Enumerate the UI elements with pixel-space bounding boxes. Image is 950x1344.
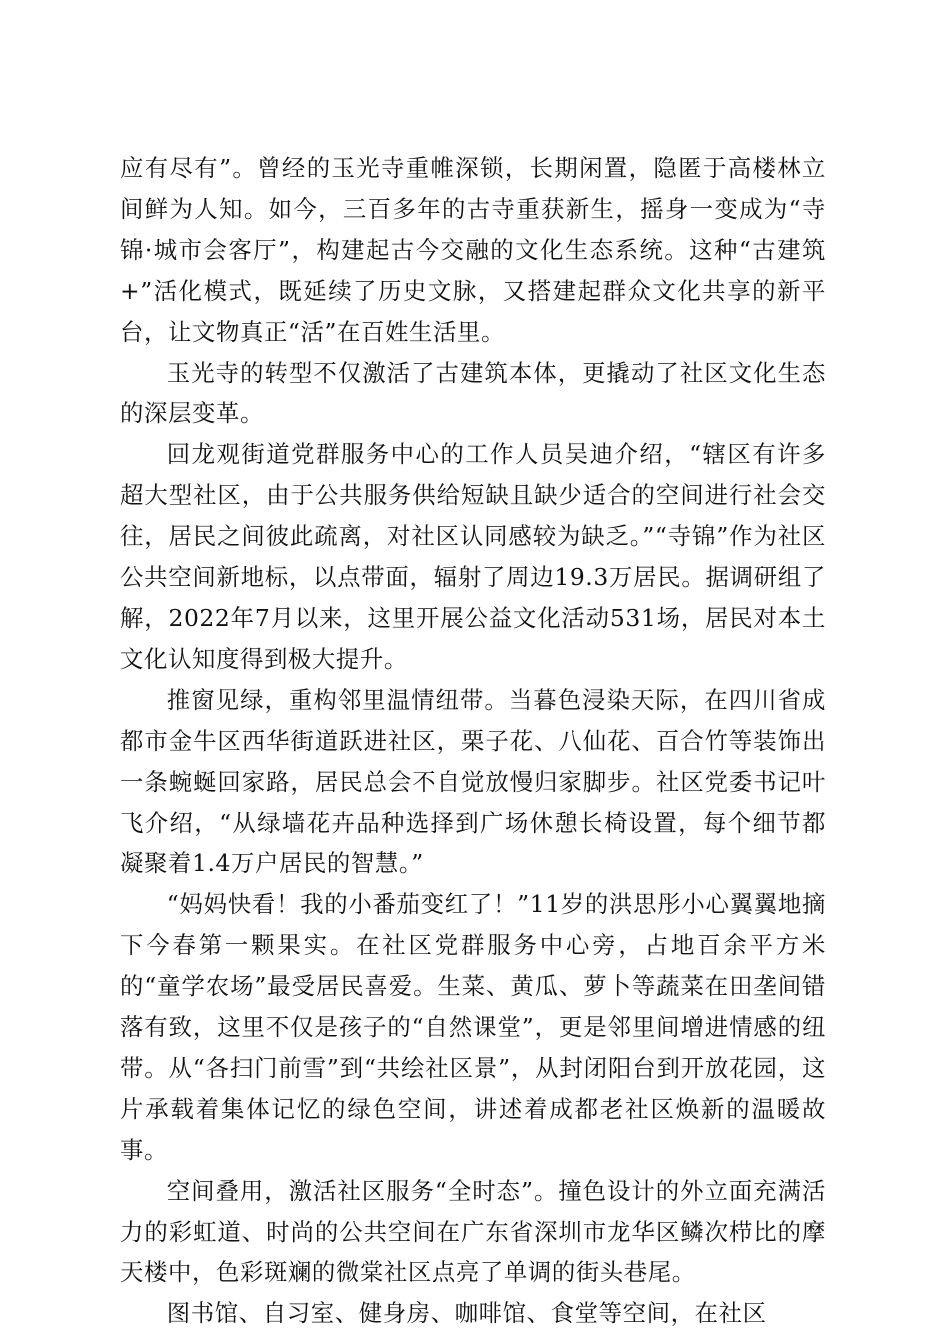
paragraph-yuguang-transformation: 玉光寺的转型不仅激活了古建筑本体，更撬动了社区文化生态的深层变革。 [120, 358, 826, 428]
paragraph-community-facilities: 图书馆、自习室、健身房、咖啡馆、食堂等空间，在社区 [166, 1299, 767, 1328]
paragraph-children-farm: “妈妈快看！我的小番茄变红了！”11岁的洪思彤小心翼翼地摘下今春第一颗果实。在社区党群服务中心旁，占地百余平方米的“童学农场”最受居民喜爱。生菜、黄瓜、萝卜等蔬菜在田垄间错落有致，这里不仅是孩子的“自然课堂”，更是邻里间增进情感的纽带。从“各扫门前雪”到“共绘社区景”，从封闭阳台到开放花园，这片承载着集体记忆的绿色空间，讲述着成都老社区焕新的温暖故事。 [120, 890, 826, 1164]
paragraph-green-neighborhood: 推窗见绿，重构邻里温情纽带。当暮色浸染天际，在四川省成都市金牛区西华街道跃进社区，栗子花、八仙花、百合竹等装饰出一条蜿蜒回家路，居民总会不自觉放慢归家脚步。社区党委书记叶飞介绍，“从绿墙花卉品种选择到广场休憩长椅设置，每个细节都凝聚着1.4万户居民的智慧。” [120, 685, 826, 878]
paragraph-space-reuse: 空间叠用，激活社区服务“全时态”。撞色设计的外立面充满活力的彩虹道、时尚的公共空间在广东省深圳市龙华区鳞次栉比的摩天楼中，色彩斑斓的微棠社区点亮了单调的街头巷尾。 [120, 1176, 826, 1287]
article-body [120, 148, 826, 1334]
paragraph-continuation: 应有尽有”。曾经的玉光寺重帷深锁，长期闲置，隐匿于高楼林立间鲜为人知。如今，三百多年的古寺重获新生，摇身一变成为“寺锦·城市会客厅”，构建起古今交融的文化生态系统。这种“古建筑+”活化模式，既延续了历史文脉，又搭建起群众文化共享的新平台，让文物真正“活”在百姓生活里。 [120, 154, 826, 346]
paragraph-huilongguan: 回龙观街道党群服务中心的工作人员吴迪介绍，“辖区有许多超大型社区，由于公共服务供给短缺且缺少适合的空间进行社会交往，居民之间彼此疏离，对社区认同感较为缺乏。”“寺锦”作为社区公共空间新地标，以点带面，辐射了周边19.3万居民。据调研组了解，2022年7月以来，这里开展公益文化活动531场，居民对本土文化认知度得到极大提升。 [120, 440, 826, 673]
